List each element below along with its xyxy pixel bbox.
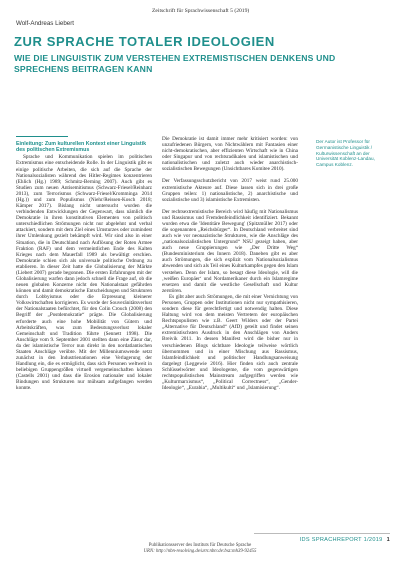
footer-divider — [254, 533, 390, 534]
section-heading: Einleitung: Zum kulturellen Kontext einer Linguistik des politischen Extremismus — [16, 136, 152, 153]
body-paragraph: Der Verfassungsschutzbericht von 2017 weist rund 25.000 extremistische Akteure auf. Diese lassen sich in drei große Gruppen teilen: 1) nationalistische, 2) anarchistische und sozialistische und 3) islamistische Extremisten. — [162, 178, 298, 203]
body-paragraph: Sprache und Kommunikation spielen im politischen Extremismus eine entscheidende Rolle. In der Linguistik gibt es einige politische Arbeiten, die sich auf die Sprache der Nationalsozialisten während des Hitler-Regimes konzentrieren (Ehlich (Hg.) 1989; Schmitz-Berning 2007). Auch gibt es Studien zum neuen Antisemitismus (Schwarz-Friesel/Reinharz 2013), zum Terrorismus (Schwarz-Friesel/Kromminga 2014 (Hg.)) und zum Populismus (Niehr/Reissen-Kosch 2018; Kämper 2017). Bislang nicht untersucht wurden die verbindenden Entwicklungen der Gegenwart, dass nämlich die Demokratie in ihren konstitutiven Elementen von politisch unterschiedlichen Strömungen nicht nur abgelehnt und verbal attackiert, sondern mit dem Ziel eines Umsturzes oder zumindest ihrer Umlenkung gezielt bekämpft wird. Wir sind also in einer Situation, die in Deutschland nach Auflösung der Roten Armee Fraktion (RAF) und dem vermeintlichen Ende des Kalten Krieges nach dem Mauerfall 1989 als bewältigt erschien. Demokratie schien sich als universale politische Ordnung zu etablieren. In dieser Zeit hatte die Globalisierung der Märkte (Liebert 2007) gerade begonnen. Die ersten Erfahrungen mit der Globalisierung warfen dann jedoch schnell die Frage auf, ob die neuen globalen Konzerne nicht den Nationalstaat gefährden können und damit demokratische Entscheidungen und Strukturen durch Lobbyismus oder die Erpressung kleinerer Volkswirtschaften korrigieren. Es wurde der Souveränitätsverlust der Nationalstaaten befürchtet, für den Colin Crouch (2008) den Begriff der „Postdemokratie“ prägte. Die Globalisierung erforderte auch eine hohe Mobilität von Gütern und Arbeitskräften, was zum Bedeutungsverlust lokaler Gemeinschaft und Tradition führte (Sennett 1998). Die Anschläge vom 9. September 2001 stellten dann eine Zäsur dar, da der islamistische Terror nun direkt in den nordatlantischen Staaten Anschläge verübte. Mit der Millenniumswende setzt zunächst in den Industrienationen eine Verlagerung der Handlung ein, die es ermöglicht, dass sich Personen weltweit in beliebigen Gruppengrößen virtuell vergemeinschaften können (Castells 2001) und dass die Erosion nationaler und lokaler Bindungen und Strukturen nur mühsam aufgefangen werden konnte. — [16, 154, 152, 392]
urn-link[interactable]: URN: http://nbn-resolving.de/urn:nbn:de:bsz:mh39-92455 — [143, 549, 257, 554]
footer-journal-name: IDS SPRACHREPORT 1/2019 — [299, 537, 383, 543]
body-paragraph: Der rechtsextremistische Bereich wird häufig mit Nationalismus und Rassismus und Fremdenfeindlichkeit identifiziert. Bekannt wurden etwa die 'Identitäre Bewegung' (Spitzmüller 2017) oder die sogenannten „Reichsbürger“. In Deutschland verbreitet sind auch wie vor neonazistische Strukturen, wie die Anschläge des „nationalsozialistischen Untergrund“ NSU gezeigt haben, aber auch neue Gruppierungen wie „Der Dritte Weg“ (Bundesministerium des Innern 2018). Daneben gibt es aber auch Strömungen, die sich explizit vom Nationalsozialismus abwenden und sich als Teil eines Kulturkampfes gegen den Islam verstehen. Denn der Islam, so besagt diese Ideologie, will die ‚weißen Europäer‘ und Nordamerikaner durch ein Islamregime ersetzen und damit die westliche Gesellschaft und Kultur zerstören. — [162, 208, 298, 294]
journal-reference: Zeitschrift für Sprachwissenschaft 5 (2019) — [152, 8, 250, 14]
author-note: Der Autor ist Professor für Germanistische Linguistik / Kulturwissenschaft an der Universität Koblenz-Landau, Campus Koblenz. — [316, 139, 375, 168]
author-name: Wolf-Andreas Liebert — [16, 20, 75, 27]
body-paragraph: Es gibt aber auch Strömungen, die mit einer Vernichtung von Personen, Gruppen oder Institutionen nicht nur sympathisieren, sondern diese für gerechtfertigt und notwendig halten. Diese Haltung wird von dem meisten Vertretern der europäischen Rechtspopulisten wie z.B. Geert Wilders oder der Partei „Alternative für Deutschland“ (AfD) geteilt und findet seinen extremistischsten Ausdruck in den Anschlägen von Anders Breivik 2011. In dessen Manifest wird die bisher nur in verschiedenen Blogs sichtbare Ideologie teilweise wörtlich übernommen und in einer Mischung aus Rassismus, Islamfeindlichkeit und politischer Handlungsanweisung dargelegt (Leggewie 2016). Hier finden sich auch zentrale Schlüsselwörter und Ideologeme, die vom gegenwärtigen rechtspopulistischen Mainstream aufgegriffen werden wie „Kulturmarxismus“, „Political Correctness“, „Gender-Ideologie“, „Eurabia“, „Multikulti“ und „Islamisierung“. — [162, 293, 298, 392]
article-subtitle: WIE DIE LINGUISTIK ZUM VERSTEHEN EXTREMISTISCHEN DENKENS UND SPRECHENS BEITRAGEN KANN — [14, 53, 336, 74]
right-column — [162, 136, 298, 391]
article-title: ZUR SPRACHE TOTALER IDEOLOGIEN — [14, 34, 275, 49]
page-number: 1 — [386, 537, 390, 543]
publisher-note: Publikationsserver des Instituts für Deutsche Sprache — [148, 543, 252, 548]
left-column — [16, 136, 152, 391]
body-paragraph: Die Demokratie ist damit immer mehr kritisiert worden: von unzufriedenen Bürgern, von Nichtwählern mit Fantasien einer nicht-demokratischen, aber effizienten Wirtschaft wie in China oder Singapur und von rechtsradikalen und islamistischen und nationalistischen und zuletzt auch wieder anarchistisch-sozialistischen Bewegungen (Unsichtbares Komitee 2010). — [162, 136, 298, 173]
footer-publication-note — [110, 543, 290, 555]
footer-journal — [300, 537, 390, 543]
